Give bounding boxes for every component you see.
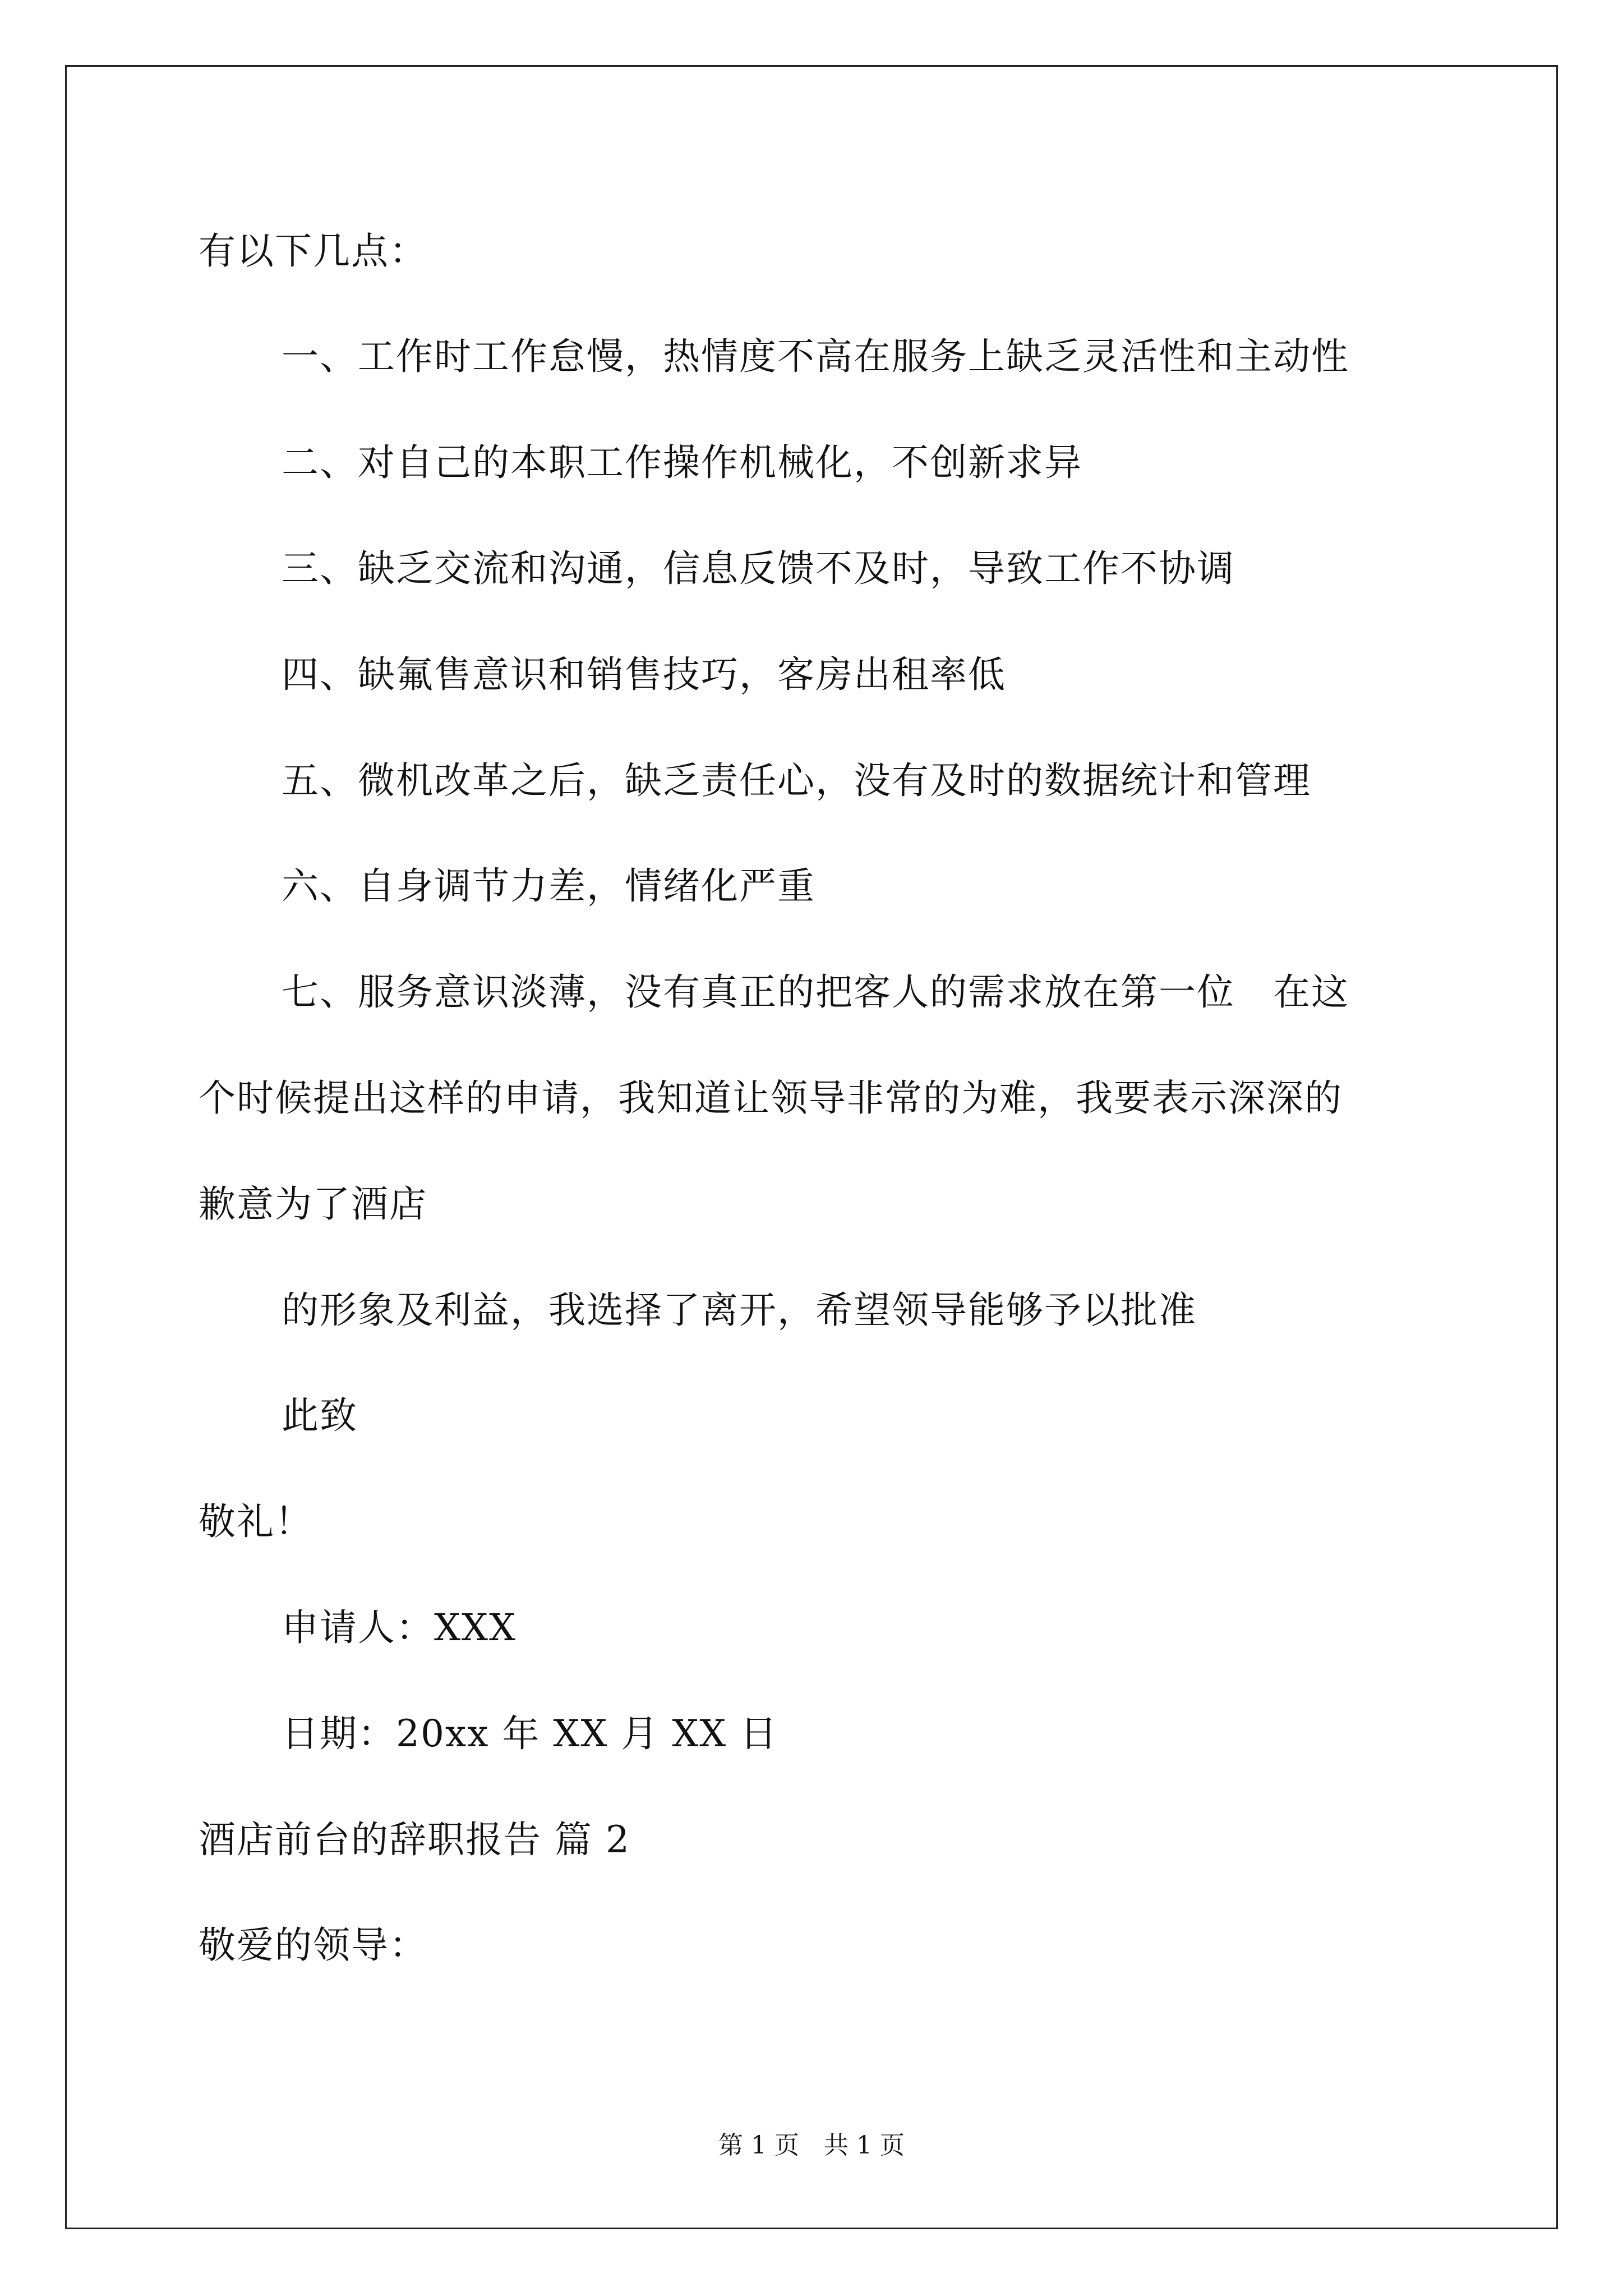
text-line-point-5: 五、微机改革之后，缺乏责任心，没有及时的数据统计和管理 (282, 759, 1311, 802)
text-line-regards: 敬礼！ (199, 1500, 313, 1543)
text-line-date: 日期：20xx 年 XX 月 XX 日 (282, 1712, 778, 1755)
text-line-continuation-2: 歉意为了酒店 (199, 1182, 427, 1226)
section-heading: 酒店前台的辞职报告 篇 2 (199, 1818, 630, 1861)
text-line-point-1: 一、工作时工作怠慢，热情度不高在服务上缺乏灵活性和主动性 (282, 335, 1349, 378)
text-line-point-3: 三、缺乏交流和沟通，信息反馈不及时，导致工作不协调 (282, 547, 1235, 590)
page-footer: 第 1 页 共 1 页 (718, 2131, 905, 2160)
text-line-salutation: 此致 (282, 1394, 358, 1437)
text-line-point-7: 七、服务意识淡薄，没有真正的把客人的需求放在第一位 在这 (282, 970, 1349, 1014)
page-border (65, 65, 1558, 2229)
text-line-continuation-1: 个时候提出这样的申请，我知道让领导非常的为难，我要表示深深的 (199, 1076, 1343, 1120)
text-line-point-2: 二、对自己的本职工作操作机械化，不创新求异 (282, 441, 1082, 484)
text-line-applicant: 申请人：XXX (282, 1606, 517, 1649)
text-line-point-6: 六、自身调节力差，情绪化严重 (282, 864, 815, 908)
text-line-intro: 有以下几点： (199, 229, 427, 273)
text-line-point-4: 四、缺氟售意识和销售技巧，客房出租率低 (282, 653, 1006, 696)
text-line-continuation-3: 的形象及利益，我选择了离开，希望领导能够予以批准 (282, 1289, 1197, 1332)
text-line-greeting: 敬爱的领导： (199, 1924, 427, 1967)
